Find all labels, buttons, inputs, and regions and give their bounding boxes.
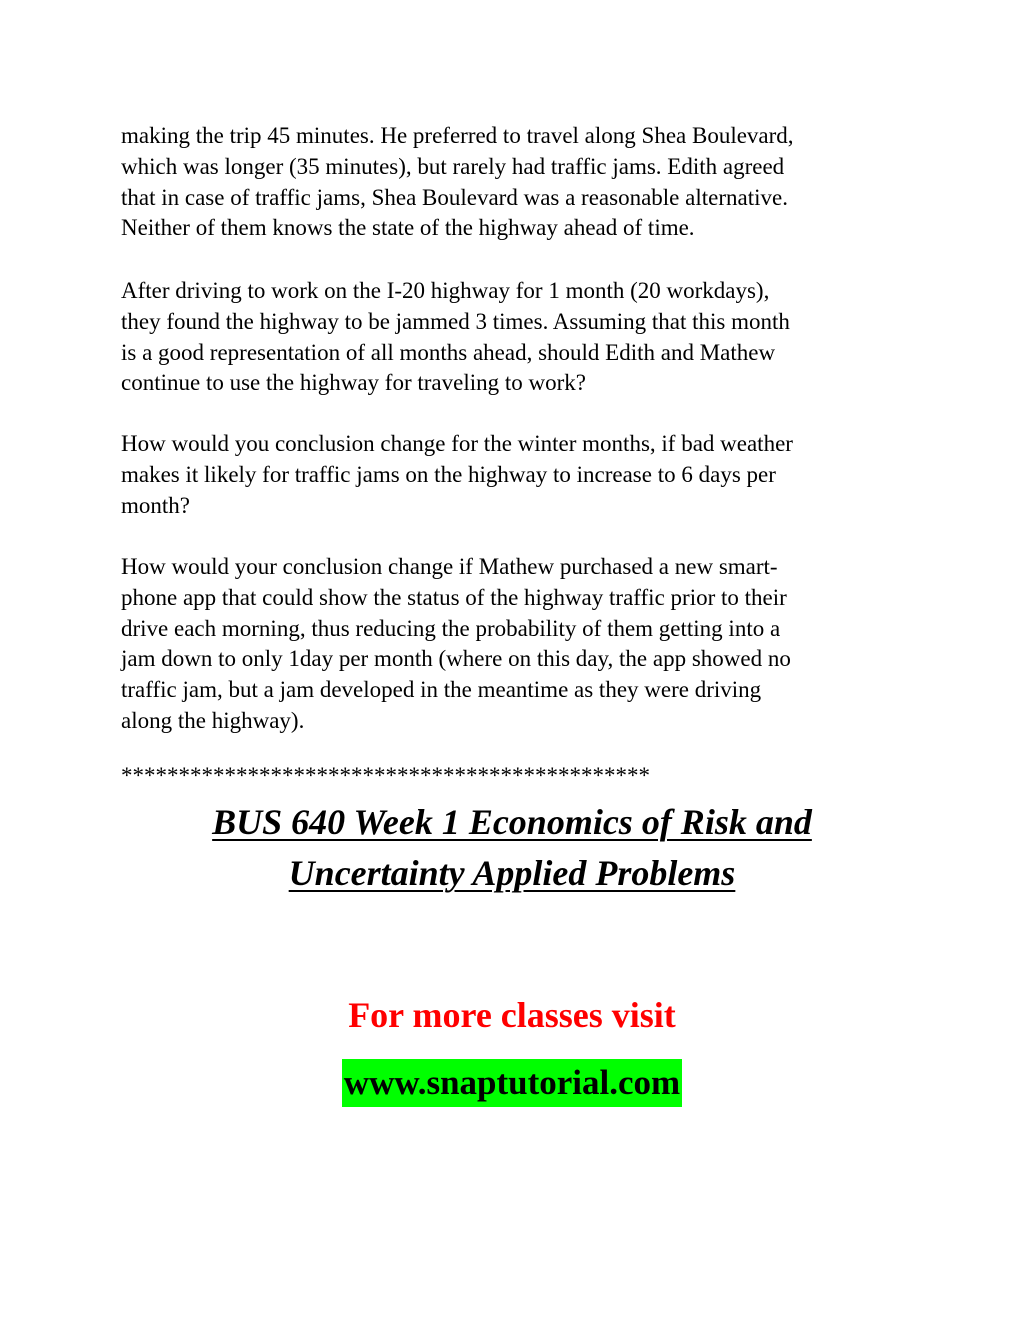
course-heading-link[interactable]: BUS 640 Week 1 Economics of Risk and	[212, 802, 812, 842]
text-line: month?	[121, 492, 190, 518]
text-line: traffic jam, but a jam developed in the meantime as they were driving	[121, 677, 762, 703]
text-line: jam down to only 1day per month (where on this day, the app showed no	[121, 646, 791, 672]
text-line: Neither of them knows the state of the highway ahead of time.	[121, 215, 695, 241]
text-line: How would you conclusion change for the winter months, if bad weather	[121, 431, 793, 456]
text-line: which was longer (35 minutes), but rarely had traffic jams. Edith agreed	[121, 153, 785, 179]
paragraph-question-winter	[121, 429, 921, 521]
paragraph-question-highway	[121, 276, 921, 399]
promo-text: For more classes visit	[348, 995, 676, 1035]
course-heading-line-1[interactable]	[0, 797, 1024, 847]
course-heading-line-2[interactable]	[0, 848, 1024, 898]
text-line: that in case of traffic jams, Shea Boulevard was a reasonable alternative.	[121, 184, 788, 210]
text-line: along the highway).	[121, 707, 305, 733]
text-line: How would your conclusion change if Mathew purchased a new smart-	[121, 554, 778, 579]
text-line: makes it likely for traffic jams on the highway to increase to 6 days per	[121, 461, 776, 487]
text-line: drive each morning, thus reducing the probability of them getting into a	[121, 615, 781, 641]
promo-url-container	[0, 1059, 1024, 1107]
text-line: After driving to work on the I-20 highway for 1 month (20 workdays),	[121, 278, 770, 303]
text-line: phone app that could show the status of the highway traffic prior to their	[121, 584, 787, 610]
text-line: they found the highway to be jammed 3 times. Assuming that this month	[121, 308, 790, 334]
paragraph-question-smartphone-app	[121, 552, 921, 737]
promo-url-link[interactable]: www.snaptutorial.com	[342, 1059, 682, 1107]
asterisk-separator: **********************************************	[121, 763, 650, 788]
text-line: continue to use the highway for traveling to work?	[121, 370, 586, 396]
text-line: is a good representation of all months ahead, should Edith and Mathew	[121, 339, 776, 365]
text-line: making the trip 45 minutes. He preferred to travel along Shea Boulevard,	[121, 123, 794, 148]
paragraph-trip-description	[121, 121, 921, 244]
course-heading-link[interactable]: Uncertainty Applied Problems	[288, 853, 736, 893]
